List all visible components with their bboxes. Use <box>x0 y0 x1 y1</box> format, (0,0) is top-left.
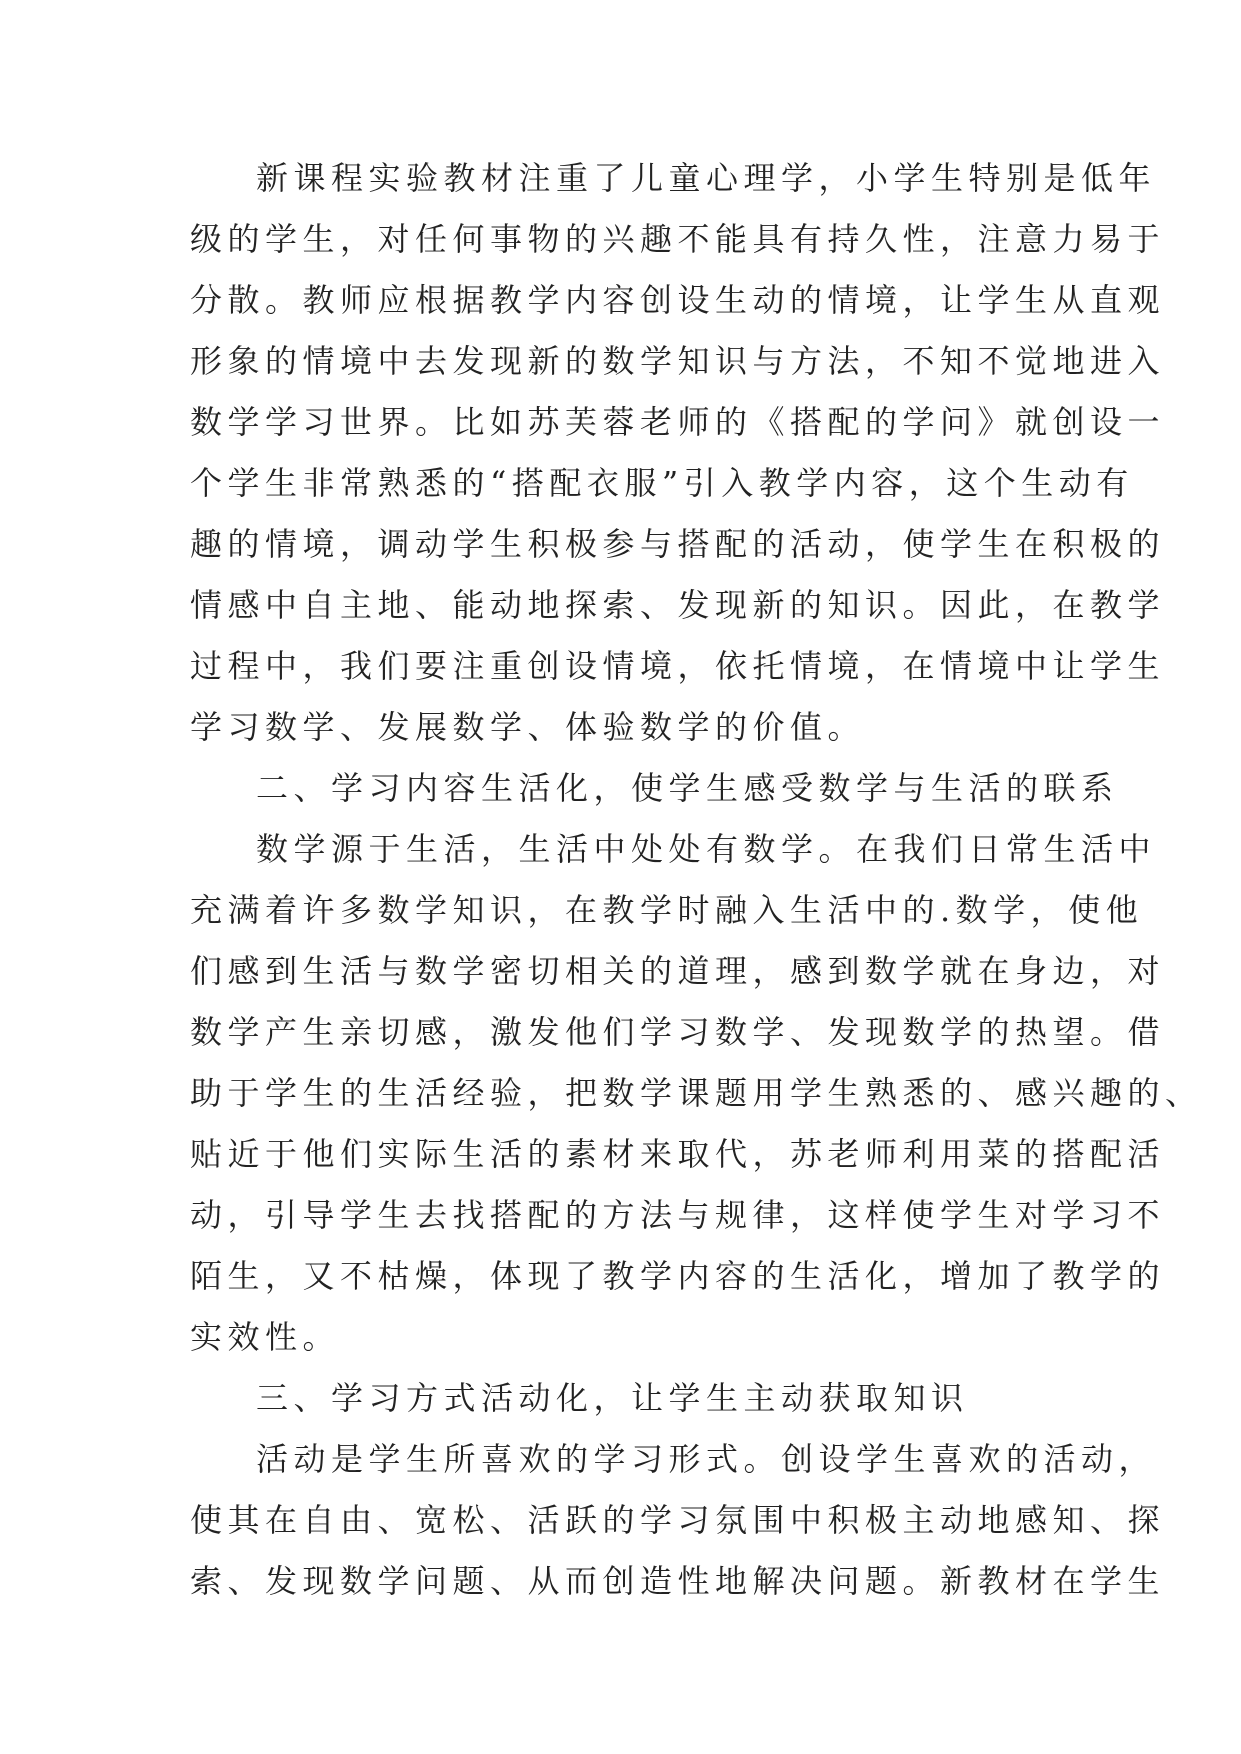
text-line: 级的学生，对任何事物的兴趣不能具有持久性，注意力易于 <box>190 220 1166 258</box>
section-heading-life-content <box>190 758 1119 819</box>
paragraph-math-from-life <box>190 819 1203 1368</box>
text-line: 动，引导学生去找搭配的方法与规律，这样使学生对学习不 <box>190 1196 1166 1234</box>
paragraph-situation-creation <box>190 148 1166 758</box>
paragraph-activity-learning <box>190 1429 1166 1612</box>
section-heading-activity-learning <box>190 1368 1058 1429</box>
text-line: 情感中自主地、能动地探索、发现新的知识。因此，在教学 <box>190 586 1166 624</box>
text-line: 们感到生活与数学密切相关的道理，感到数学就在身边，对 <box>190 952 1166 990</box>
text-line: 数学学习世界。比如苏芙蓉老师的《搭配的学问》就创设一 <box>190 403 1166 441</box>
text-line: 过程中，我们要注重创设情境，依托情境，在情境中让学生 <box>190 647 1166 685</box>
text-line: 使其在自由、宽松、活跃的学习氛围中积极主动地感知、探 <box>190 1501 1166 1539</box>
text-line: 活动是学生所喜欢的学习形式。创设学生喜欢的活动， <box>256 1440 1157 1478</box>
text-line: 贴近于他们实际生活的素材来取代，苏老师利用菜的搭配活 <box>190 1135 1166 1173</box>
text-line: 个学生非常熟悉的“搭配衣服”引入教学内容，这个生动有 <box>190 464 1134 502</box>
text-line: 助于学生的生活经验，把数学课题用学生熟悉的、感兴趣的、 <box>190 1074 1203 1112</box>
document-body <box>190 148 1203 1612</box>
text-line: 索、发现数学问题、从而创造性地解决问题。新教材在学生 <box>190 1562 1166 1600</box>
text-line: 数学源于生活，生活中处处有数学。在我们日常生活中 <box>256 830 1157 868</box>
text-line: 新课程实验教材注重了儿童心理学，小学生特别是低年 <box>256 159 1157 197</box>
text-line: 充满着许多数学知识，在教学时融入生活中的.数学，使他 <box>190 891 1144 929</box>
text-line: 实效性。 <box>190 1318 341 1356</box>
text-line: 学习数学、发展数学、体验数学的价值。 <box>190 708 866 746</box>
text-line: 分散。教师应根据教学内容创设生动的情境，让学生从直观 <box>190 281 1166 319</box>
text-line: 趣的情境，调动学生积极参与搭配的活动，使学生在积极的 <box>190 525 1166 563</box>
heading-line: 三、学习方式活动化，让学生主动获取知识 <box>256 1379 969 1417</box>
heading-line: 二、学习内容生活化，使学生感受数学与生活的联系 <box>256 769 1119 807</box>
text-line: 形象的情境中去发现新的数学知识与方法，不知不觉地进入 <box>190 342 1166 380</box>
text-line: 陌生，又不枯燥，体现了教学内容的生活化，增加了教学的 <box>190 1257 1166 1295</box>
text-line: 数学产生亲切感，激发他们学习数学、发现数学的热望。借 <box>190 1013 1166 1051</box>
